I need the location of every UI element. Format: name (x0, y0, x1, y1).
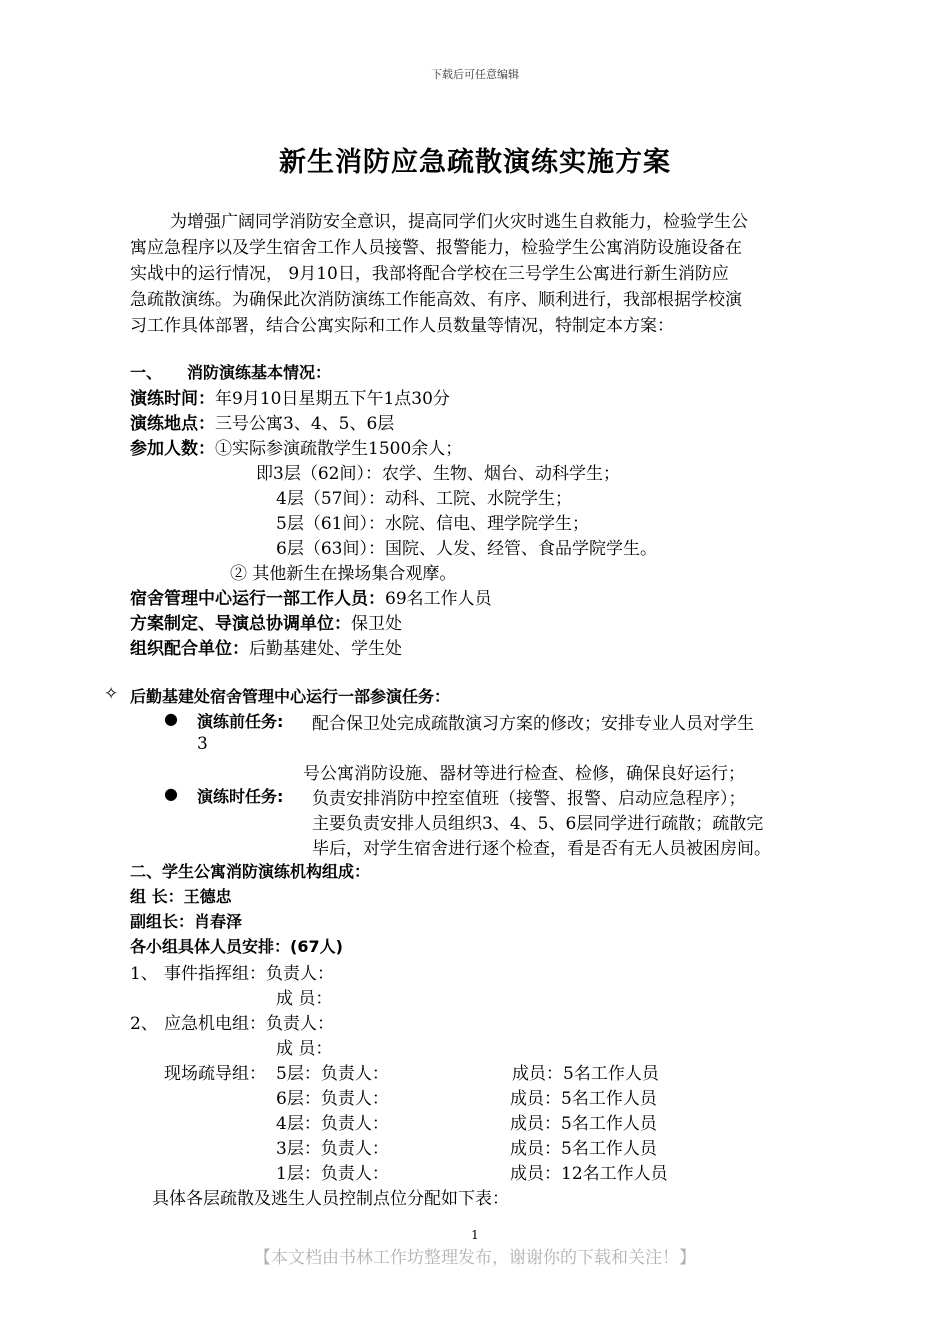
org-label: 组织配合单位： (130, 639, 249, 659)
intro-line-3: 实战中的运行情况， 9月10日，我部将配合学校在三号学生公寓进行新生消防应 (130, 264, 729, 284)
org-value: 后勤基建处、学生处 (249, 639, 402, 659)
drill-place-row (130, 409, 394, 434)
others-line: ② 其他新生在操场集合观摩。 (230, 564, 457, 584)
during-task-line3: 毕后，对学生宿舍进行逐个检查，看是否有无人员被困房间。 (312, 839, 771, 859)
pre-task-line1b: 3 (197, 734, 208, 754)
intro-line-4: 急疏散演练。为确保此次消防演练工作能高效、有序、顺利进行，我部根据学校演 (130, 290, 742, 310)
pre-task-line2: 号公寓消防设施、器材等进行检查、检修，确保良好运行； (303, 764, 745, 784)
section1-heading: 消防演练基本情况： (187, 363, 332, 382)
guide-floor-1: 1层：负责人： (276, 1164, 389, 1184)
staff-value: 69名工作人员 (385, 589, 492, 609)
footer-note: 【本文档由书林工作坊整理发布，谢谢你的下载和关注！】 (254, 1248, 696, 1268)
participants-row (130, 434, 462, 459)
guide-members-4: 成员：5名工作人员 (510, 1114, 657, 1134)
section2-heading: 二、学生公寓消防演练机构组成： (130, 862, 371, 881)
diamond-bullet-icon: ✧ (104, 684, 119, 704)
bullet-icon: ● (164, 709, 178, 728)
during-task-label: 演练时任务: (197, 787, 284, 806)
guide-floor-4: 4层：负责人： (276, 1114, 389, 1134)
guide-members-1: 成员：12名工作人员 (510, 1164, 668, 1184)
group1-num: 1、 (130, 964, 158, 984)
groups-heading: 各小组具体人员安排：(67人) (130, 937, 343, 956)
staff-row (130, 584, 492, 609)
guide-floor-6: 6层：负责人： (276, 1089, 389, 1109)
drill-time-value: 年9月10日星期五下午1点30分 (215, 389, 450, 409)
during-task-line2: 主要负责安排人员组织3、4、5、6层同学进行疏散；疏散完 (312, 814, 764, 834)
table-intro: 具体各层疏散及逃生人员控制点位分配如下表： (152, 1189, 509, 1209)
org-row (130, 634, 402, 659)
guide-floor-5: 5层：负责人： (276, 1064, 389, 1084)
section1-num: 一、 (130, 363, 163, 382)
guide-members-3: 成员：5名工作人员 (510, 1139, 657, 1159)
intro-line-2: 寓应急程序以及学生宿舍工作人员接警、报警能力，检验学生公寓消防设施设备在 (130, 238, 742, 258)
intro-line-1: 为增强广阔同学消防安全意识，提高同学们火灾时逃生自救能力，检验学生公 (170, 212, 748, 232)
group1-members: 成 员： (276, 989, 333, 1009)
guide-members-5: 成员：5名工作人员 (512, 1064, 659, 1084)
guide-floor-3: 3层：负责人： (276, 1139, 389, 1159)
group1-name: 事件指挥组：负责人： (164, 964, 334, 984)
bullet-icon: ● (164, 784, 178, 803)
deputy-line: 副组长：肖春泽 (130, 912, 243, 931)
pre-task-label: 演练前任务: (197, 712, 284, 731)
pre-task-line1: 配合保卫处完成疏散演习方案的修改；安排专业人员对学生 (312, 714, 754, 734)
floor-line-5: 5层（61间）：水院、信电、理学院学生； (276, 514, 589, 534)
intro-line-5: 习工作具体部署，结合公寓实际和工作人员数量等情况，特制定本方案： (130, 316, 674, 336)
page-number: 1 (471, 1228, 479, 1242)
drill-place-label: 演练地点： (130, 414, 215, 434)
group2-num: 2、 (130, 1014, 158, 1034)
staff-label: 宿舍管理中心运行一部工作人员： (130, 589, 385, 609)
document-title: 新生消防应急疏散演练实施方案 (279, 147, 671, 178)
plan-row (130, 609, 402, 634)
plan-label: 方案制定、导演总协调单位： (130, 614, 351, 634)
during-task-line1: 负责安排消防中控室值班（接警、报警、启动应急程序）； (312, 789, 746, 809)
guide-members-6: 成员：5名工作人员 (510, 1089, 657, 1109)
leader-line: 组 长：王德忠 (130, 887, 232, 906)
participants-value: ①实际参演疏散学生1500余人； (215, 439, 463, 459)
plan-value: 保卫处 (351, 614, 402, 634)
guide-group-label: 现场疏导组： (164, 1064, 266, 1084)
drill-time-label: 演练时间： (130, 389, 215, 409)
floor-line-3: 即3层（62间）：农学、生物、烟台、动科学生； (256, 464, 620, 484)
drill-time-row (130, 384, 450, 409)
header-note: 下载后可任意编辑 (431, 68, 519, 81)
participants-label: 参加人数： (130, 439, 215, 459)
drill-place-value: 三号公寓3、4、5、6层 (215, 414, 395, 434)
group2-name: 应急机电组：负责人： (164, 1014, 334, 1034)
floor-line-6: 6层（63间）：国院、人发、经管、食品学院学生。 (276, 539, 657, 559)
tasks-heading: 后勤基建处宿舍管理中心运行一部参演任务： (130, 687, 451, 706)
group2-members: 成 员： (276, 1039, 333, 1059)
floor-line-4: 4层（57间）：动科、工院、水院学生； (276, 489, 572, 509)
